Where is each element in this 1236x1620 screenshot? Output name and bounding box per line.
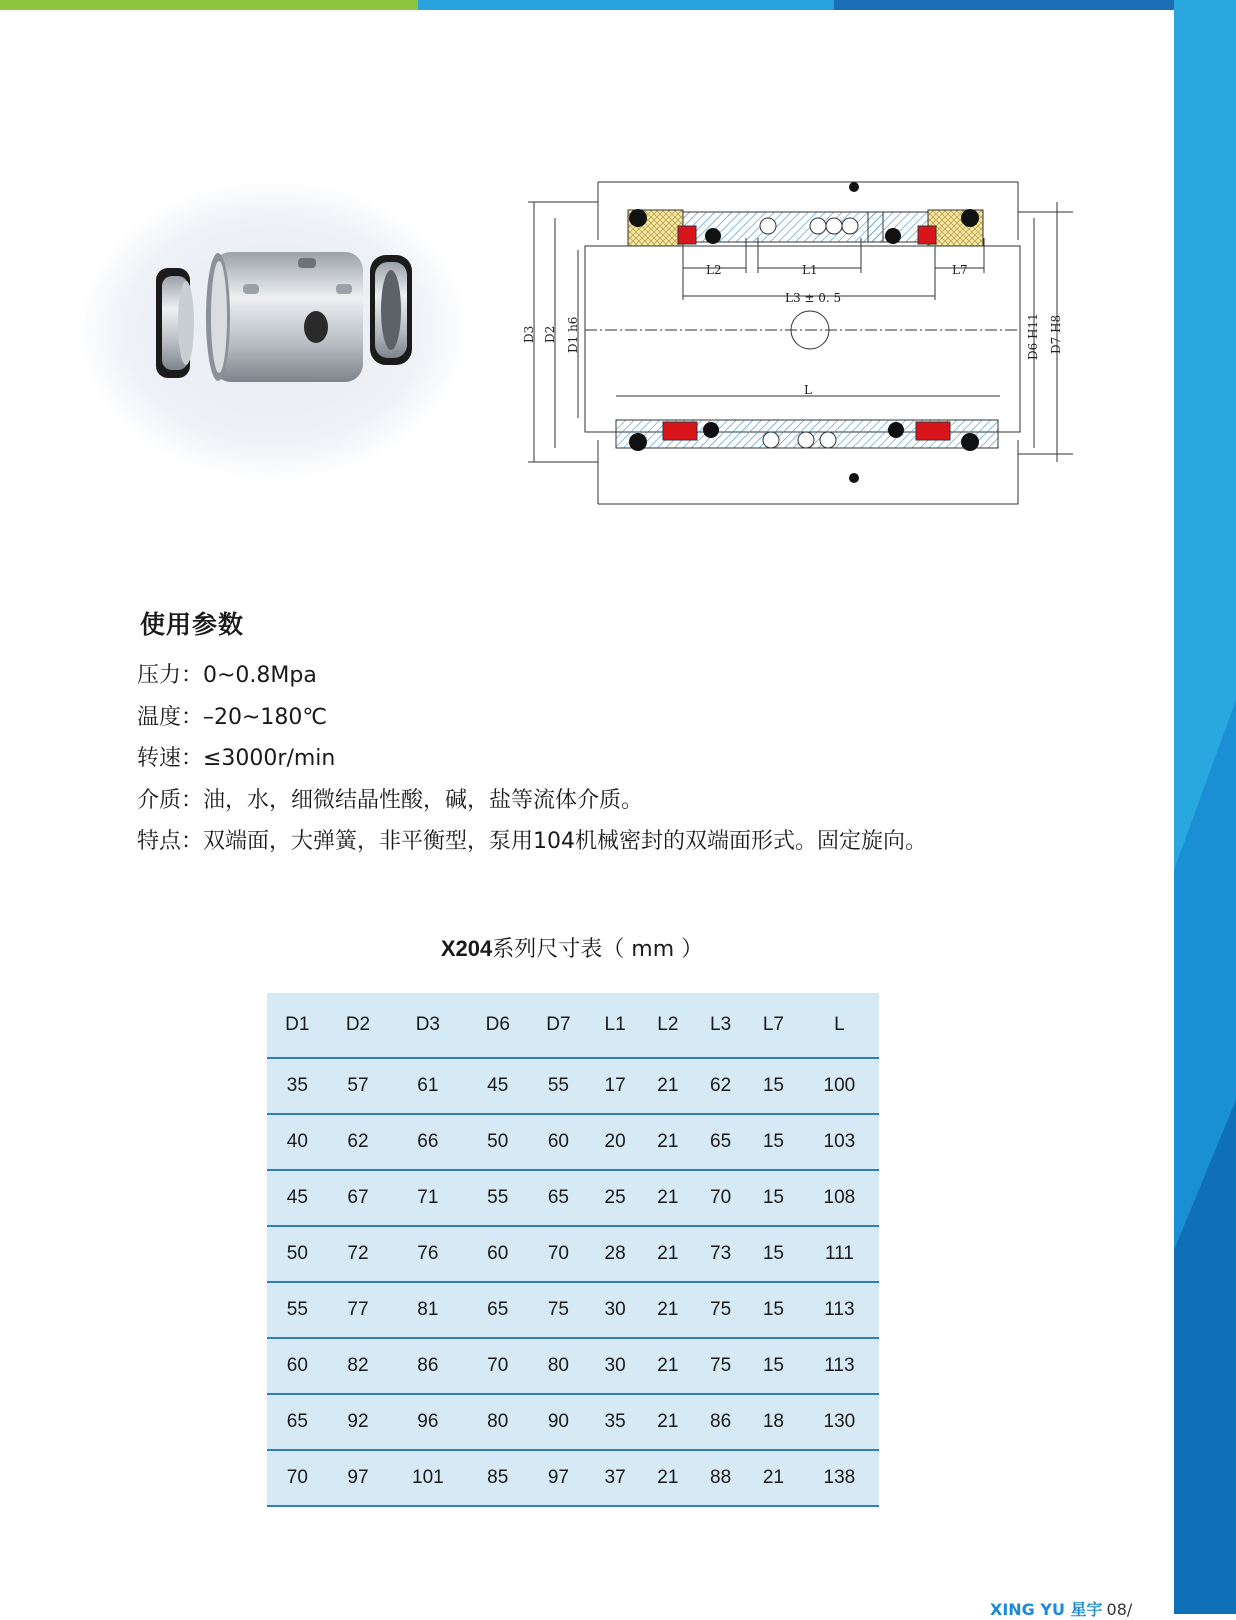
label-l: L bbox=[804, 383, 812, 397]
table-cell: 21 bbox=[641, 1170, 694, 1226]
label-d2: D2 bbox=[543, 325, 557, 343]
top-color-bar bbox=[0, 0, 1175, 10]
column-header: L3 bbox=[694, 993, 747, 1058]
table-cell: 66 bbox=[388, 1114, 467, 1170]
column-header: L1 bbox=[589, 993, 642, 1058]
table-cell: 85 bbox=[467, 1450, 528, 1506]
param-speed: 转速：≤3000r/min bbox=[137, 746, 336, 771]
label-l7: L7 bbox=[952, 263, 968, 277]
param-medium: 介质：油，水，细微结晶性酸，碱，盐等流体介质。 bbox=[137, 787, 644, 813]
table-cell: 50 bbox=[467, 1114, 528, 1170]
usage-parameters bbox=[137, 605, 1097, 863]
table-cell: 55 bbox=[528, 1058, 589, 1114]
table-title bbox=[267, 932, 877, 963]
table-cell: 18 bbox=[747, 1394, 800, 1450]
top-bar-blue bbox=[418, 0, 834, 10]
table-cell: 15 bbox=[747, 1282, 800, 1338]
table-title-model: X204 bbox=[440, 936, 493, 961]
table-cell: 15 bbox=[747, 1058, 800, 1114]
table-cell: 17 bbox=[589, 1058, 642, 1114]
table-cell: 20 bbox=[589, 1114, 642, 1170]
table-cell: 65 bbox=[467, 1282, 528, 1338]
table-cell: 71 bbox=[388, 1170, 467, 1226]
table-cell: 60 bbox=[467, 1226, 528, 1282]
table-cell: 35 bbox=[589, 1394, 642, 1450]
column-header: D2 bbox=[328, 993, 389, 1058]
table-cell: 21 bbox=[641, 1058, 694, 1114]
table-cell: 92 bbox=[328, 1394, 389, 1450]
top-bar-dark-blue bbox=[834, 0, 1175, 10]
table-cell: 15 bbox=[747, 1338, 800, 1394]
table-cell: 65 bbox=[528, 1170, 589, 1226]
table-cell: 21 bbox=[641, 1282, 694, 1338]
column-header: D7 bbox=[528, 993, 589, 1058]
table-cell: 45 bbox=[267, 1170, 328, 1226]
column-header: D6 bbox=[467, 993, 528, 1058]
table-cell: 103 bbox=[800, 1114, 879, 1170]
table-cell: 75 bbox=[528, 1282, 589, 1338]
table-cell: 55 bbox=[467, 1170, 528, 1226]
table-header-row bbox=[267, 993, 879, 1058]
table-cell: 75 bbox=[694, 1338, 747, 1394]
table-cell: 65 bbox=[267, 1394, 328, 1450]
table-cell: 70 bbox=[528, 1226, 589, 1282]
table-cell: 80 bbox=[467, 1394, 528, 1450]
table-cell: 60 bbox=[267, 1338, 328, 1394]
param-features: 特点：双端面，大弹簧，非平衡型，泵用104机械密封的双端面形式。固定旋向。 bbox=[137, 829, 927, 854]
table-cell: 35 bbox=[267, 1058, 328, 1114]
table-cell: 30 bbox=[589, 1338, 642, 1394]
table-cell: 80 bbox=[528, 1338, 589, 1394]
table-cell: 67 bbox=[328, 1170, 389, 1226]
table-cell: 21 bbox=[641, 1450, 694, 1506]
table-cell: 82 bbox=[328, 1338, 389, 1394]
column-header: L2 bbox=[641, 993, 694, 1058]
table-cell: 113 bbox=[800, 1338, 879, 1394]
table-cell: 30 bbox=[589, 1282, 642, 1338]
label-l2: L2 bbox=[706, 263, 722, 277]
label-d6: D6 H11 bbox=[1026, 313, 1040, 360]
table-cell: 21 bbox=[641, 1394, 694, 1450]
table-cell: 65 bbox=[694, 1114, 747, 1170]
table-cell: 45 bbox=[467, 1058, 528, 1114]
table-cell: 100 bbox=[800, 1058, 879, 1114]
column-header: L bbox=[800, 993, 879, 1058]
table-cell: 15 bbox=[747, 1226, 800, 1282]
table-row bbox=[267, 1282, 879, 1338]
label-d1: D1 h6 bbox=[566, 316, 580, 353]
param-pressure: 压力：0~0.8Mpa bbox=[137, 663, 317, 688]
table-cell: 21 bbox=[641, 1338, 694, 1394]
table-cell: 70 bbox=[467, 1338, 528, 1394]
params-heading: 使用参数 bbox=[140, 610, 245, 639]
table-cell: 138 bbox=[800, 1450, 879, 1506]
table-row bbox=[267, 1114, 879, 1170]
table-title-text: 系列尺寸表（ mm ） bbox=[492, 937, 704, 962]
label-d7: D7 H8 bbox=[1049, 314, 1063, 354]
table-cell: 108 bbox=[800, 1170, 879, 1226]
table-row bbox=[267, 1338, 879, 1394]
label-d3: D3 bbox=[522, 325, 536, 343]
table-cell: 97 bbox=[528, 1450, 589, 1506]
brand-mark: XING YU 星宇 bbox=[990, 1600, 1103, 1619]
table-cell: 113 bbox=[800, 1282, 879, 1338]
top-bar-green bbox=[0, 0, 418, 10]
column-header: D1 bbox=[267, 993, 328, 1058]
table-cell: 15 bbox=[747, 1114, 800, 1170]
table-cell: 70 bbox=[267, 1450, 328, 1506]
column-header: L7 bbox=[747, 993, 800, 1058]
table-cell: 96 bbox=[388, 1394, 467, 1450]
table-row bbox=[267, 1170, 879, 1226]
table-cell: 62 bbox=[694, 1058, 747, 1114]
table-cell: 73 bbox=[694, 1226, 747, 1282]
table-cell: 37 bbox=[589, 1450, 642, 1506]
table-cell: 86 bbox=[694, 1394, 747, 1450]
label-l1: L1 bbox=[802, 263, 818, 277]
param-temperature: 温度：–20~180℃ bbox=[137, 704, 328, 730]
table-cell: 72 bbox=[328, 1226, 389, 1282]
label-l3: L3 ± 0. 5 bbox=[785, 291, 842, 305]
table-cell: 40 bbox=[267, 1114, 328, 1170]
table-cell: 57 bbox=[328, 1058, 389, 1114]
table-row bbox=[267, 1226, 879, 1282]
table-cell: 81 bbox=[388, 1282, 467, 1338]
table-cell: 15 bbox=[747, 1170, 800, 1226]
table-cell: 60 bbox=[528, 1114, 589, 1170]
dimension-table bbox=[267, 993, 879, 1507]
cross-section-drawing bbox=[522, 178, 1104, 508]
page-number: 08/ bbox=[1106, 1600, 1133, 1619]
right-decor-band bbox=[1174, 0, 1236, 1614]
page-footer bbox=[990, 1597, 1132, 1620]
table-cell: 88 bbox=[694, 1450, 747, 1506]
table-row bbox=[267, 1058, 879, 1114]
table-cell: 62 bbox=[328, 1114, 389, 1170]
table-cell: 77 bbox=[328, 1282, 389, 1338]
table-cell: 90 bbox=[528, 1394, 589, 1450]
table-cell: 21 bbox=[641, 1226, 694, 1282]
table-cell: 75 bbox=[694, 1282, 747, 1338]
table-cell: 25 bbox=[589, 1170, 642, 1226]
table-cell: 130 bbox=[800, 1394, 879, 1450]
table-cell: 70 bbox=[694, 1170, 747, 1226]
table-cell: 55 bbox=[267, 1282, 328, 1338]
table-cell: 21 bbox=[641, 1114, 694, 1170]
table-cell: 86 bbox=[388, 1338, 467, 1394]
product-photo bbox=[78, 180, 478, 480]
table-cell: 61 bbox=[388, 1058, 467, 1114]
table-cell: 76 bbox=[388, 1226, 467, 1282]
table-cell: 50 bbox=[267, 1226, 328, 1282]
column-header: D3 bbox=[388, 993, 467, 1058]
table-cell: 97 bbox=[328, 1450, 389, 1506]
table-cell: 111 bbox=[800, 1226, 879, 1282]
table-row bbox=[267, 1450, 879, 1506]
table-cell: 21 bbox=[747, 1450, 800, 1506]
table-row bbox=[267, 1394, 879, 1450]
table-cell: 101 bbox=[388, 1450, 467, 1506]
table-cell: 28 bbox=[589, 1226, 642, 1282]
